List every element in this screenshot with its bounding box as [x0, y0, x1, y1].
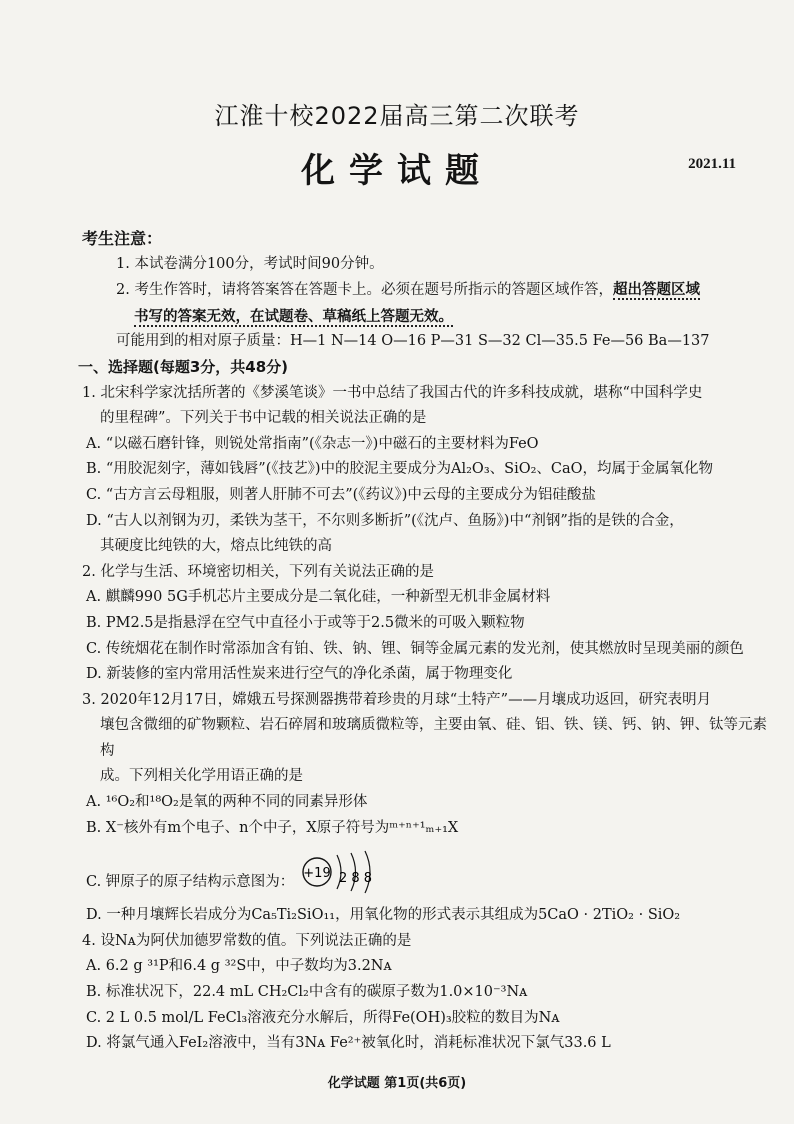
q3-option-c — [82, 849, 772, 897]
atom-nucleus-label: +19 — [303, 866, 331, 882]
exam-date: 2021.11 — [688, 156, 736, 172]
q2-stem: 2. 化学与生活、环境密切相关，下列有关说法正确的是 — [82, 563, 434, 580]
page-header — [0, 96, 794, 192]
notice-item-2-emphasis-cont: 书写的答案无效，在试题卷、草稿纸上答题无效。 — [134, 307, 453, 325]
q2-option-c: C. 传统烟花在制作时常添加含有铂、铁、钠、锂、铜等金属元素的发光剂，使其燃放时呈现美丽的颜色 — [86, 640, 744, 657]
notice-item-2-text: 2. 考生作答时，请将答案答在答题卡上。必须在题号所指示的答题区域作答， — [116, 282, 613, 299]
q4-option-b: B. 标准状况下，22.4 mL CH₂Cl₂中含有的碳原子数为1.0×10⁻³Nᴀ — [86, 984, 528, 1001]
q3-option-c-text: C. 钾原子的原子结构示意图为： — [86, 874, 295, 891]
notice-item-2-cont — [82, 304, 772, 330]
q3-option-d: D. 一种月壤辉长岩成分为Ca₅Ti₂SiO₁₁，用氧化物的形式表示其组成为5CaO · 2TiO₂ · SiO₂ — [86, 907, 681, 924]
notice-title: 考生注意： — [82, 229, 163, 248]
subject-title: 化学试题 — [301, 151, 493, 191]
q3-option-a: A. ¹⁶O₂和¹⁸O₂是氧的两种不同的同素异形体 — [86, 794, 368, 811]
q3-stem: 3. 2020年12月17日，嫦娥五号探测器携带着珍贵的月球“土特产”——月壤成功返回，研究表明月 — [82, 691, 712, 708]
exam-body — [78, 226, 772, 1057]
section-title: 一、选择题(每题3分，共48分) — [78, 357, 289, 376]
q1-option-b: B. “用胶泥刻字，薄如钱唇”(《技艺》)中的胶泥主要成分为Al₂O₃、SiO₂、CaO，均属于金属氧化物 — [86, 461, 714, 478]
q1-stem-cont: 的里程碑”。下列关于书中记载的相关说法正确的是 — [100, 410, 427, 427]
question-4 — [82, 929, 772, 1057]
notice-item-1: 1. 本试卷满分100分，考试时间90分钟。 — [116, 255, 384, 272]
question-1 — [82, 381, 772, 560]
atom-shells-label: 2 8 8 — [338, 871, 372, 887]
q4-option-c: C. 2 L 0.5 mol/L FeCl₃溶液充分水解后，所得Fe(OH)₃胶粒的数目为Nᴀ — [86, 1009, 560, 1026]
notice-item-2 — [82, 277, 772, 304]
question-2 — [82, 560, 772, 688]
q4-option-a: A. 6.2 g ³¹P和6.4 g ³²S中，中子数均为3.2Nᴀ — [86, 958, 392, 975]
q1-option-a: A. “以磁石磨针锋，则锐处常指南”(《杂志一》)中磁石的主要材料为FeO — [86, 435, 539, 452]
q1-stem: 1. 北宋科学家沈括所著的《梦溪笔谈》一书中总结了我国古代的许多科技成就，堪称“中国科学史 — [82, 384, 703, 401]
question-3 — [82, 688, 772, 929]
atomic-masses: 可能用到的相对原子质量：H—1 N—14 O—16 P—31 S—32 Cl—35.5 Fe—56 Ba—137 — [116, 333, 710, 350]
q1-option-d: D. “古人以剂钢为刃，柔铁为茎干，不尔则多断折”(《沈卢、鱼肠》)中“剂钢”指的是铁的合金， — [86, 512, 684, 529]
q1-option-d-cont: 其硬度比纯铁的大，熔点比纯铁的高 — [100, 538, 332, 555]
exam-name: 江淮十校2022届高三第二次联考 — [214, 102, 580, 130]
q2-option-a: A. 麒麟990 5G手机芯片主要成分是二氧化硅，一种新型无机非金属材料 — [86, 589, 551, 606]
q2-option-d: D. 新装修的室内常用活性炭来进行空气的净化杀菌，属于物理变化 — [86, 666, 513, 683]
q4-option-d: D. 将氯气通入FeI₂溶液中，当有3Nᴀ Fe²⁺被氧化时，消耗标准状况下氯气33.6 L — [86, 1035, 611, 1052]
q1-option-c: C. “古方言云母粗服，则著人肝肺不可去”(《药议》)中云母的主要成分为铝硅酸盐 — [86, 486, 596, 503]
q3-stem-cont-2: 成。下列相关化学用语正确的是 — [100, 768, 303, 785]
q3-option-b: B. X⁻核外有m个电子、n个中子，X原子符号为ᵐ⁺ⁿ⁺¹ₘ₊₁X — [86, 819, 459, 836]
page-footer: 化学试题 第1页(共6页) — [327, 1076, 467, 1091]
q3-stem-cont-1: 壤包含微细的矿物颗粒、岩石碎屑和玻璃质微粒等，主要由氧、硅、铝、铁、镁、钙、钠、钾、钛等元素构 — [100, 717, 767, 759]
notice-item-2-emphasis: 超出答题区域 — [612, 281, 700, 299]
q2-option-b: B. PM2.5是指悬浮在空气中直径小于或等于2.5微米的可吸入颗粒物 — [86, 614, 525, 631]
q4-stem: 4. 设Nᴀ为阿伏加德罗常数的值。下列说法正确的是 — [82, 932, 412, 949]
